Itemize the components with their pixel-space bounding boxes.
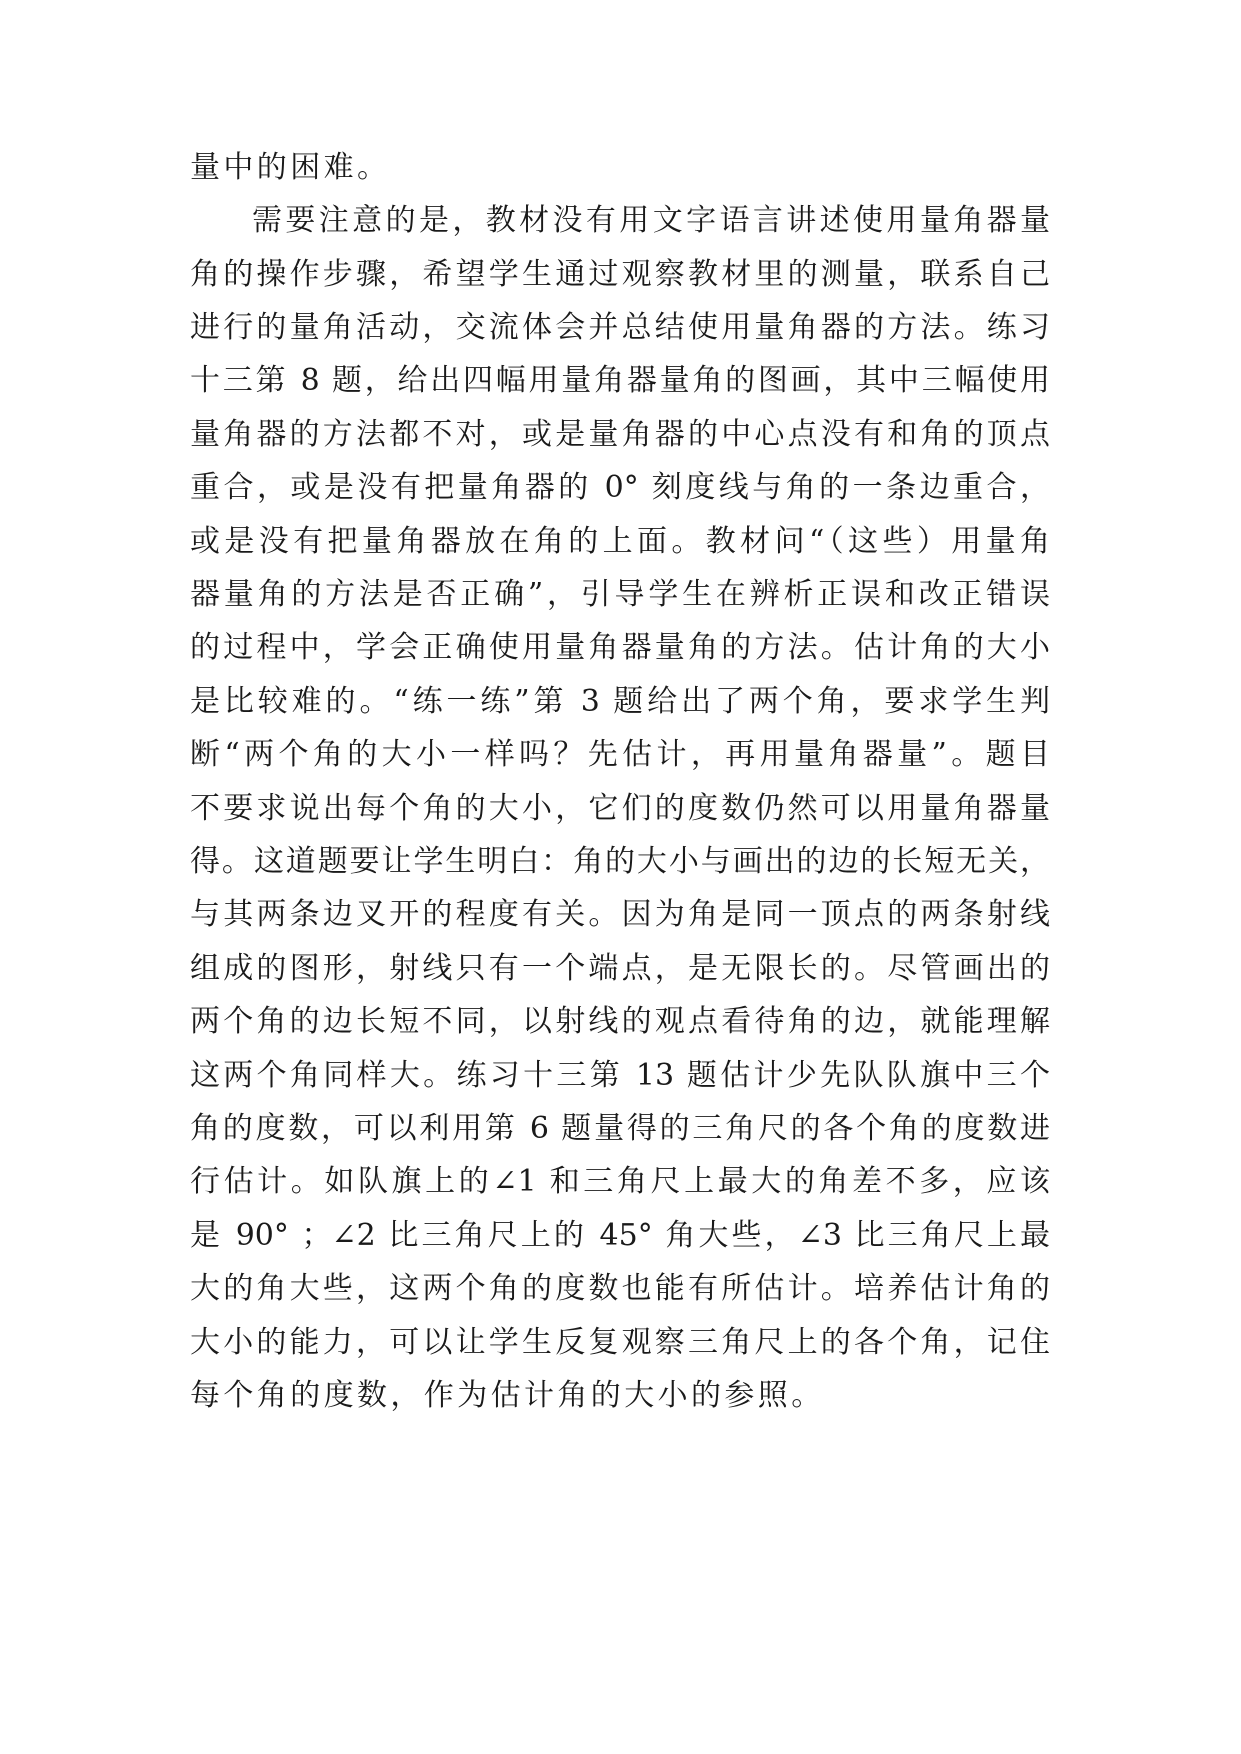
text-line-23: 大小的能力，可以让学生反复观察三角尺上的各个角，记住 [190, 1325, 1050, 1360]
text-line-1: 量中的困难。 [190, 150, 391, 185]
text-line-17: 两个角的边长短不同，以射线的观点看待角的边，就能理解 [190, 1004, 1050, 1039]
text-line-22: 大的角大些，这两个角的度数也能有所估计。培养估计角的 [190, 1271, 1050, 1306]
text-line-3: 角的操作步骤，希望学生通过观察教材里的测量，联系自己 [190, 257, 1050, 292]
text-line-14: 得。这道题要让学生明白：角的大小与画出的边的长短无关， [190, 844, 1050, 879]
text-line-7: 重合，或是没有把量角器的 0° 刻度线与角的一条边重合， [190, 470, 1050, 505]
text-line-20: 行估计。如队旗上的∠1 和三角尺上最大的角差不多，应该 [190, 1164, 1050, 1199]
text-line-13: 不要求说出每个角的大小，它们的度数仍然可以用量角器量 [190, 791, 1050, 826]
text-line-18: 这两个角同样大。练习十三第 13 题估计少先队队旗中三个 [190, 1058, 1050, 1093]
text-line-4: 进行的量角活动，交流体会并总结使用量角器的方法。练习 [190, 310, 1050, 345]
text-line-11: 是比较难的。“练一练”第 3 题给出了两个角，要求学生判 [190, 684, 1050, 719]
text-line-10: 的过程中，学会正确使用量角器量角的方法。估计角的大小 [190, 630, 1050, 665]
text-line-21: 是 90° ；∠2 比三角尺上的 45° 角大些，∠3 比三角尺上最 [190, 1218, 1050, 1253]
text-line-15: 与其两条边叉开的程度有关。因为角是同一顶点的两条射线 [190, 897, 1050, 932]
paragraph-start-line: 需要注意的是，教材没有用文字语言讲述使用量角器量 [252, 203, 1050, 238]
text-line-8: 或是没有把量角器放在角的上面。教材问“（这些）用量角 [190, 524, 1050, 559]
text-line-24: 每个角的度数，作为估计角的大小的参照。 [190, 1378, 825, 1413]
text-line-19: 角的度数，可以利用第 6 题量得的三角尺的各个角的度数进 [190, 1111, 1050, 1146]
text-line-6: 量角器的方法都不对，或是量角器的中心点没有和角的顶点 [190, 417, 1050, 452]
text-line-5: 十三第 8 题，给出四幅用量角器量角的图画，其中三幅使用 [190, 363, 1050, 398]
text-line-16: 组成的图形，射线只有一个端点，是无限长的。尽管画出的 [190, 951, 1050, 986]
text-line-12: 断“两个角的大小一样吗？先估计，再用量角器量”。题目 [190, 737, 1050, 772]
text-line-9: 器量角的方法是否正确”，引导学生在辨析正误和改正错误 [190, 577, 1050, 612]
